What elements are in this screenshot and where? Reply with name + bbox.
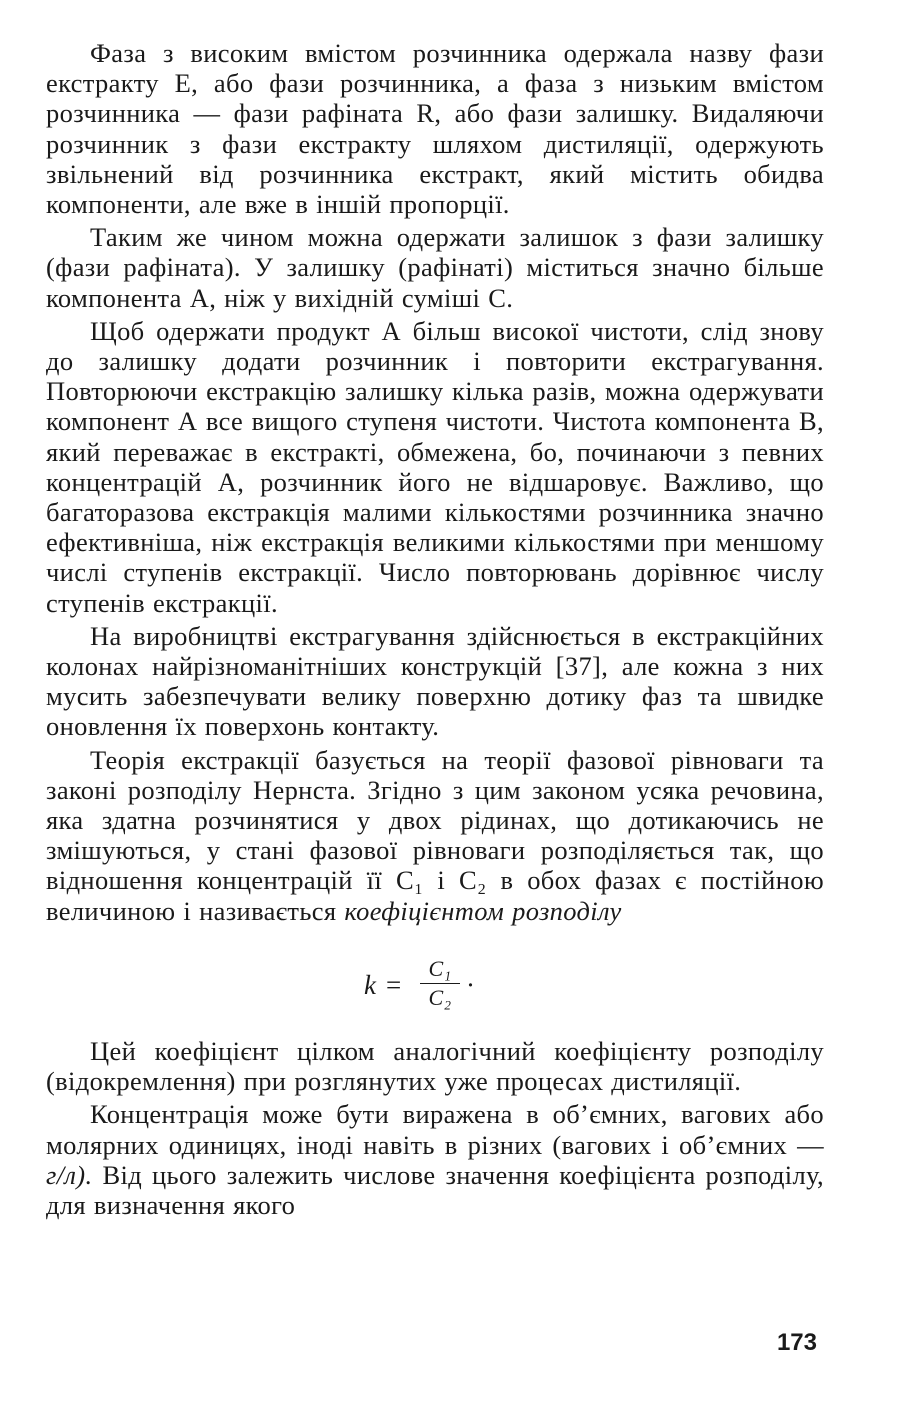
units-text-end: Від цього залежить числове значення коефіцієнта розподілу, для визначення якого [46, 1159, 824, 1220]
paragraph-concentration-units [46, 1099, 824, 1220]
page-number: 173 [776, 1329, 817, 1356]
fraction-bar [420, 983, 460, 985]
distribution-coefficient-formula [46, 956, 824, 1016]
nernst-law-text: Теорія екстракції базується на теорії фазової рівноваги та законі розподілу Нернста. Згідно з цим законом усяка речовина, яка здатна розчинятися у двох рідинах, що дотикаючись не змішуються, у стані фазової рівноваги розподіляється так, що відношення концентрацій її C₁ і C₂ в обох фазах є постійною величиною і називається [46, 744, 824, 926]
paragraph-nernst-law [46, 745, 824, 926]
unit-g-per-l: г/л). [46, 1159, 93, 1190]
body-text [46, 38, 824, 1220]
formula-fraction [420, 956, 460, 1012]
paragraph-purity: Щоб одержати продукт А більш високої чистоти, слід знову до залишку додати розчинник і повторити екстрагування. Повторюючи екстракцію залишку кілька разів, можна одержувати компонент А все вищого ступеня чистоти. Чистота компонента В, який переважає в екстракті, обмежена, бо, починаючи з певних концентрацій А, розчинник його не відшаровує. Важливо, що багаторазова екстракція малими кількостями розчинника значно ефективніша, ніж екстракція великими кількостями при меншому числі ступенів екстракції. Число повторювань дорівнює числу ступенів екстракції. [46, 315, 824, 618]
formula-lhs: k [364, 969, 377, 1000]
paragraph-residue: Таким же чином можна одержати залишок з фази залишку (фази рафіната). У залишку (рафінаті) міститься значно більше компонента А, ніж у вихідній суміші С. [46, 222, 824, 313]
formula-denominator: C₂ [428, 985, 452, 1011]
formula-equals: = [386, 969, 402, 1000]
paragraph-columns: На виробництві екстрагування здійснюється в екстракційних колонах найрізноманітніших конструкцій [37], але кожна з них мусить забезпечувати велику поверхню дотику фаз та швидке оновлення їх поверхонь контакту. [46, 620, 824, 742]
formula-numerator: C₁ [428, 955, 452, 981]
formula-trail: · [466, 969, 476, 1000]
paragraph-extract-phase: Фаза з високим вмістом розчинника одержала назву фази екстракту Е, або фази розчинника, а фаза з низьким вмістом розчинника — фази рафіната R, або фази залишку. Видаляючи розчинник з фази екстракту шляхом дистиляції, одержують звільнений від розчинника екстракт, який містить обидва компоненти, але вже в іншій пропорції. [46, 38, 824, 220]
distribution-coefficient-term: коефіцієнтом розподілу [344, 895, 622, 926]
units-text: Концентрація може бути виражена в об’ємних, вагових або молярних одиницях, іноді навіть в різних (вагових і об’ємних — [46, 1099, 824, 1160]
paragraph-analogy: Цей коефіцієнт цілком аналогічний коефіцієнту розподілу (відокремлення) при розглянутих уже процесах дистиляції. [46, 1035, 824, 1097]
